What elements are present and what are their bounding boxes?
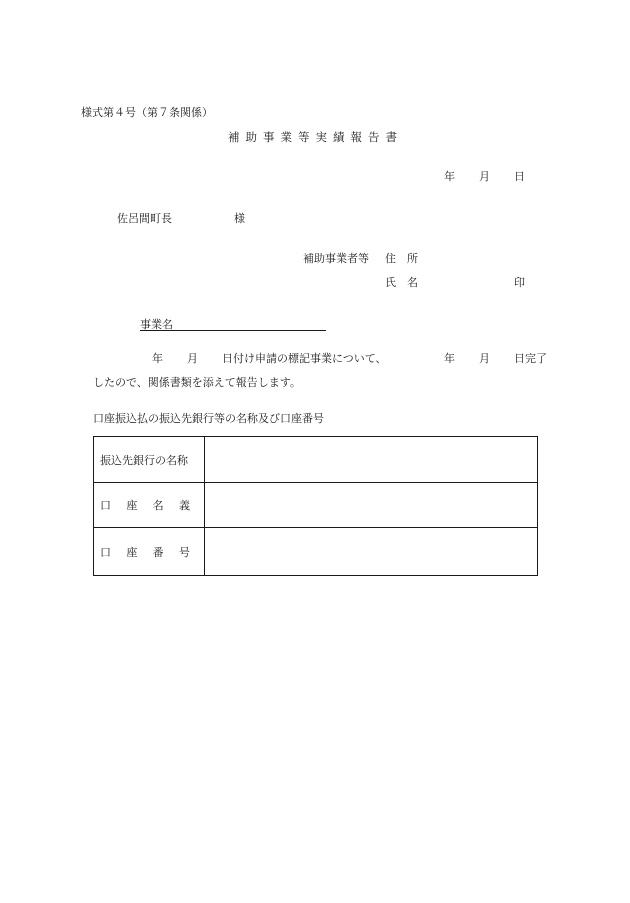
applicant-name-label: 氏 名 [385,276,418,289]
account-holder-char: 口 [100,499,111,512]
body-completed: 日完了 [514,352,547,365]
addressee-honorific: 様 [234,212,245,225]
date-year-label: 年 [444,170,455,183]
account-holder-char: 義 [178,499,190,512]
table-row-account-holder [94,483,538,528]
account-number-char: 口 [100,545,111,559]
account-holder-char: 名 [152,499,164,512]
project-name-underline [140,330,326,331]
document-title: 補助事業等実績報告書 [228,130,403,144]
date-month-label: 月 [479,170,490,183]
body-applied-text: 日付け申請の標記事業について、 [222,352,387,365]
account-number-char: 座 [126,545,138,559]
body-line2: したので、関係書類を添えて報告します。 [93,376,301,389]
body-month2: 月 [479,352,490,365]
bank-section-heading: 口座振込払の振込先銀行等の名称及び口座番号 [93,412,324,425]
account-number-char: 番 [152,545,164,559]
account-holder-label [100,497,190,513]
bank-name-field[interactable] [205,437,538,483]
table-row-account-number [94,528,538,576]
addressee-name: 佐呂間町長 [117,212,172,225]
bank-name-label: 振込先銀行の名称 [94,437,205,483]
bank-info-table [93,436,538,576]
seal-mark: 印 [514,276,525,289]
applicant-address-label: 住 所 [385,252,418,265]
project-name-label: 事業名 [140,318,173,331]
account-holder-field[interactable] [205,483,538,528]
account-number-label [100,544,190,560]
account-holder-label-cell [94,483,205,528]
table-row-bank-name [94,437,538,483]
account-number-field[interactable] [205,528,538,576]
date-day-label: 日 [514,170,525,183]
account-number-char: 号 [178,545,190,559]
body-year1: 年 [152,352,163,365]
account-number-label-cell [94,528,205,576]
account-holder-char: 座 [126,499,138,512]
body-year2: 年 [444,352,455,365]
body-month1: 月 [187,352,198,365]
applicant-label: 補助事業者等 [303,252,369,265]
form-number: 様式第４号（第７条関係） [81,106,213,119]
